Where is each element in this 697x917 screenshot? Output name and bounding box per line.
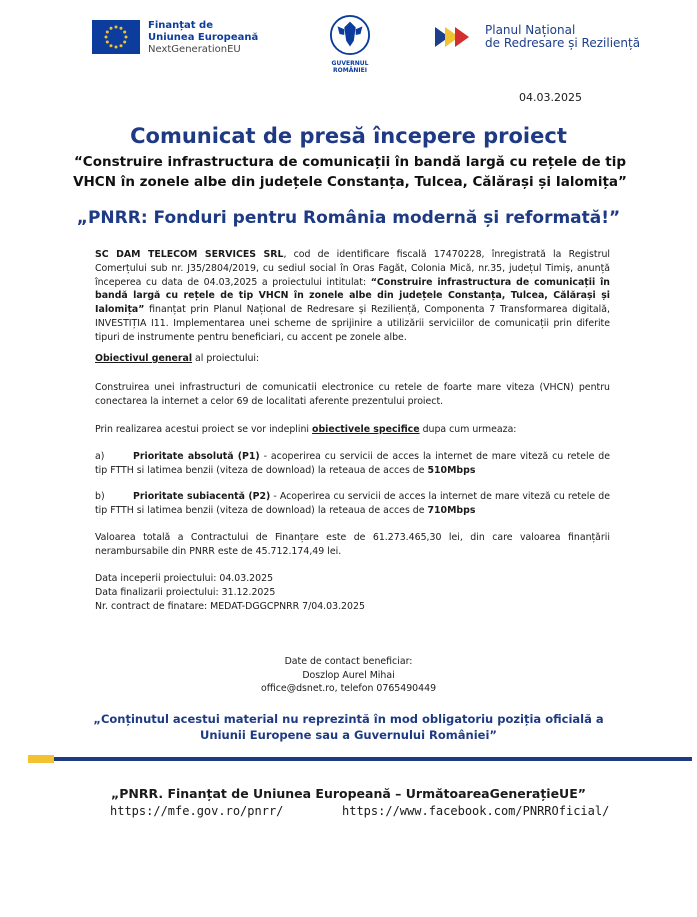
specific-prefix: Prin realizarea acestui proiect se vor indeplini [95,424,313,435]
contact-email-phone: office@dsnet.ro, telefon 0765490449 [260,683,437,694]
contact-name: Doszlop Aurel Mihai [302,669,395,681]
mfe-link[interactable]: https://mfe.gov.ro/pnrr/ [110,804,284,818]
project-dates [95,572,610,613]
item-title: Prioritate subiacentă (P2) [133,491,271,502]
disclaimer-line1: „Conținutul acestui material nu reprezintă în mod obligatoriu poziția oficială a [93,712,604,726]
eu-logo-line1: Finanțat de [148,20,213,31]
facebook-link[interactable]: https://www.facebook.com/PNRROficial/ [342,804,610,818]
specific-suffix: dupa cum urmeaza: [419,424,517,435]
intro-text-2: finanțat prin Planul Național de Redresare și Reziliență, Componenta 7 Transformarea digitală, INVESTIȚIA I11. Implementarea unei scheme de sprijinire a utilizării serviciilor de comunicații prin diferite tipuri de instrumente pentru beneficiari, cu accent pe zonele albe. [95,304,610,343]
pnrr-logo-line2: de Redresare și Reziliență [485,36,641,50]
footer-divider [28,757,692,761]
item-speed: 710Mbps [427,504,476,516]
pnrr-slogan: „PNRR: Fonduri pentru România modernă și reformată!” [76,208,621,228]
item-title: Prioritate absolută (P1) [133,451,260,462]
divider-accent [28,755,54,763]
end-date: Data finalizarii proiectului: 31.12.2025 [95,586,276,598]
item-marker: a) [95,451,105,462]
footer-slogan: „PNRR. Finanțat de Uniunea Europeană – UrmătoareaGenerațieUE” [111,786,586,801]
eu-flag-icon [92,20,140,54]
start-date: Data inceperii proiectului: 04.03.2025 [95,573,274,584]
objective-label: Obiectivul general [95,353,193,364]
objective-text: Construirea unei infrastructuri de comunicatii electronice cu retele de foarte mare viteza (VHCN) pentru conectarea la internet a celor 69 de localitati aferente prezentului proiect. [95,382,610,407]
contact-block [0,655,697,696]
intro-text-1: , cod de identificare fiscală 17470228, înregistrată la Registrul Comerțului sub nr. J35/2804/2019, cu sediul social în Oras Fagăt, Colonia Mică, nr.35, județul Timiș, anunță începerea cu data de 04.03,2025 a proiectului intitulat: [95,249,610,288]
project-name: “Construire infrastructura de comunicații în bandă largă cu rețele de tip VHCN în zonele albe din județele Constanța, Tulcea, Călărași și Ialomița” [95,276,610,316]
disclaimer [0,712,697,743]
romanian-government-logo [325,14,375,74]
gov-logo-line2: ROMÂNIEI [333,67,367,74]
page-title: Comunicat de presă începere proiect [130,124,567,148]
pnrr-arrow-icon [433,24,479,50]
specific-heading [95,423,610,437]
eu-logo-line3: NextGenerationEU [148,44,241,55]
item-text: - acoperirea cu servicii de acces la internet de mare viteză cu retele de tip FTTH si latimea benzii (viteza de download) la reteaua de acces de [95,451,610,476]
item-speed: 510Mbps [427,464,476,476]
pnrr-logo-line1: Planul Național [485,23,576,37]
gov-logo-line1: GUVERNUL [331,60,369,67]
project-subtitle: “Construire infrastructura de comunicații în bandă largă cu rețele de tip VHCN în zonele albe din județele Constanța, Tulcea, Călărași și Ialomița” [73,154,627,190]
specific-item-a [95,450,610,478]
eu-logo-line2: Uniunea Europeană [148,32,259,43]
specific-label: obiectivele specifice [312,424,420,435]
intro-paragraph [95,248,610,345]
disclaimer-line2: Uniunii Europene sau a Guvernului României” [200,727,497,742]
item-text: - Acoperirea cu servicii de acces la internet de mare viteză cu retele de tip FTTH si latimea benzii (viteza de download) la reteaua de acces de [95,491,610,516]
document-date: 04.03.2025 [519,91,582,104]
financing-value: Valoarea totală a Contractului de Finanțare este de 61.273.465,30 lei, din care valoarea finanțării nerambursabile din PNRR este de 45.712.174,49 lei. [95,532,610,557]
item-marker: b) [95,491,105,502]
contract-number: Nr. contract de finatare: MEDAT-DGGCPNRR 7/04.03.2025 [95,600,365,612]
header-logos [0,0,697,74]
objective-suffix: al proiectului: [192,353,260,364]
contact-heading: Date de contact beneficiar: [284,656,413,667]
specific-item-b [95,490,610,518]
objective-heading [95,352,610,366]
pnrr-logo [433,24,640,50]
government-crest-icon [325,14,375,56]
eu-logo [92,20,258,56]
company-name: SC DAM TELECOM SERVICES SRL [95,249,284,260]
